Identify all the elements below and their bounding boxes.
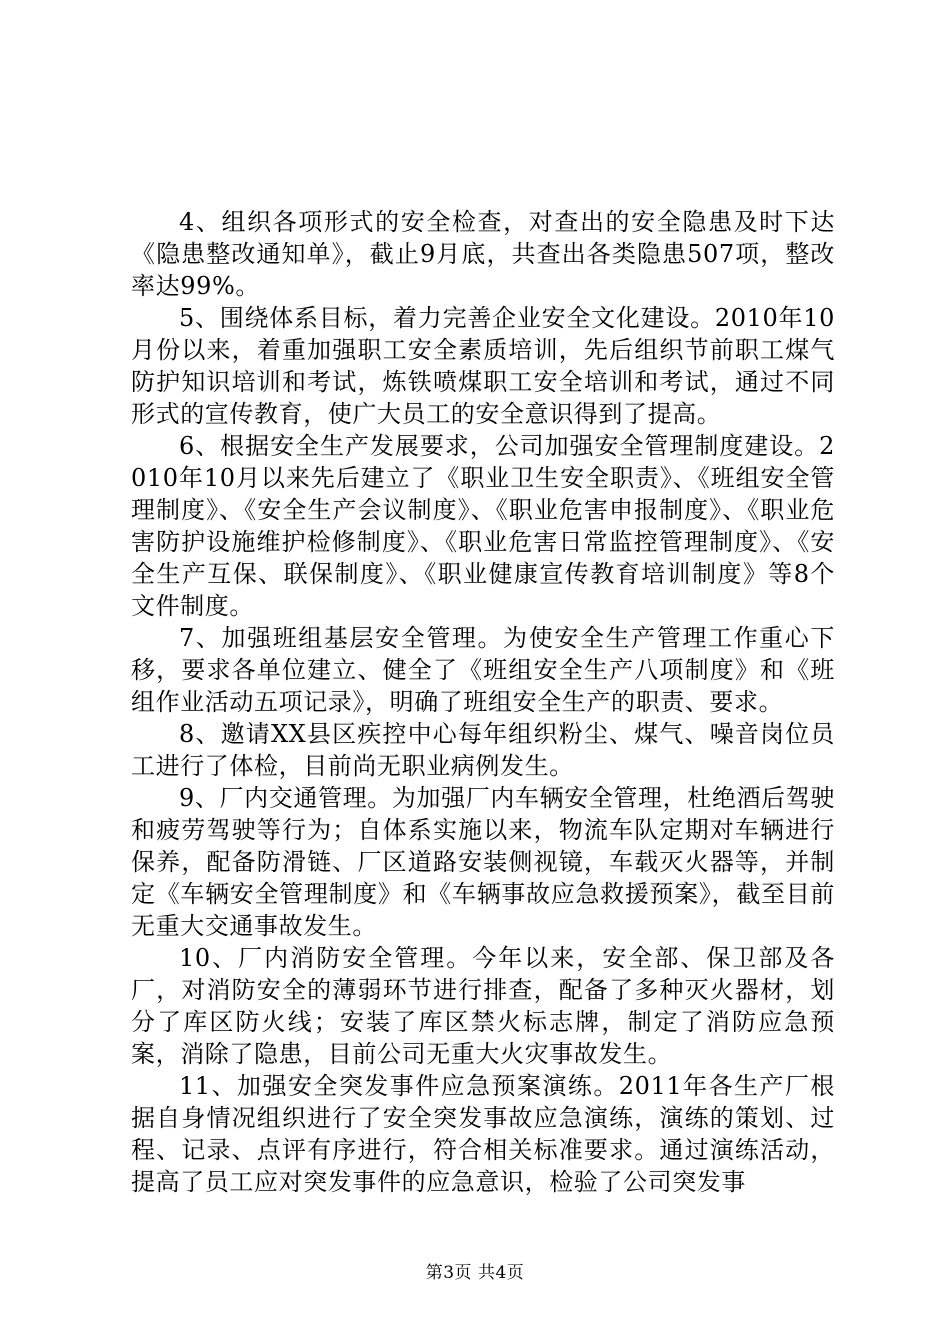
paragraph-item-10: 10、厂内消防安全管理。今年以来，安全部、保卫部及各厂，对消防安全的薄弱环节进行排查，配备了多种灭火器材，划分了库区防火线；安装了库区禁火标志牌，制定了消防应急预案，消除了隐患，目前公司无重大火灾事故发生。 [131, 944, 835, 1068]
paragraph-item-6: 6、根据安全生产发展要求，公司加强安全管理制度建设。2010年10月以来先后建立了《职业卫生安全职责》、《班组安全管理制度》、《安全生产会议制度》、《职业危害申报制度》、《职业危害防护设施维护检修制度》、《职业危害日常监控管理制度》、《安全生产互保、联保制度》、《职业健康宣传教育培训制度》等8个文件制度。 [131, 432, 835, 620]
paragraph-item-5: 5、围绕体系目标，着力完善企业安全文化建设。2010年10月份以来，着重加强职工安全素质培训，先后组织节前职工煤气防护知识培训和考试，炼铁喷煤职工安全培训和考试，通过不同形式的宣传教育，使广大员工的安全意识得到了提高。 [131, 304, 835, 428]
document-body [131, 206, 835, 1198]
paragraph-item-4: 4、组织各项形式的安全检查，对查出的安全隐患及时下达《隐患整改通知单》，截止9月底，共查出各类隐患507项，整改率达99%。 [131, 208, 835, 300]
paragraph-item-9: 9、厂内交通管理。为加强厂内车辆安全管理，杜绝酒后驾驶和疲劳驾驶等行为；自体系实施以来，物流车队定期对车辆进行保养，配备防滑链、厂区道路安装侧视镜，车载灭火器等，并制定《车辆安全管理制度》和《车辆事故应急救援预案》，截至目前无重大交通事故发生。 [131, 784, 835, 940]
page-number-footer: 第3页 共4页 [425, 1263, 525, 1283]
paragraph-item-7: 7、加强班组基层安全管理。为使安全生产管理工作重心下移，要求各单位建立、健全了《班组安全生产八项制度》和《班组作业活动五项记录》，明确了班组安全生产的职责、要求。 [131, 624, 835, 716]
paragraph-item-11: 11、加强安全突发事件应急预案演练。2011年各生产厂根据自身情况组织进行了安全突发事故应急演练，演练的策划、过程、记录、点评有序进行，符合相关标准要求。通过演练活动，提高了员工应对突发事件的应急意识，检验了公司突发事 [131, 1072, 835, 1196]
paragraph-item-8: 8、邀请XX县区疾控中心每年组织粉尘、煤气、噪音岗位员工进行了体检，目前尚无职业病例发生。 [131, 720, 835, 780]
